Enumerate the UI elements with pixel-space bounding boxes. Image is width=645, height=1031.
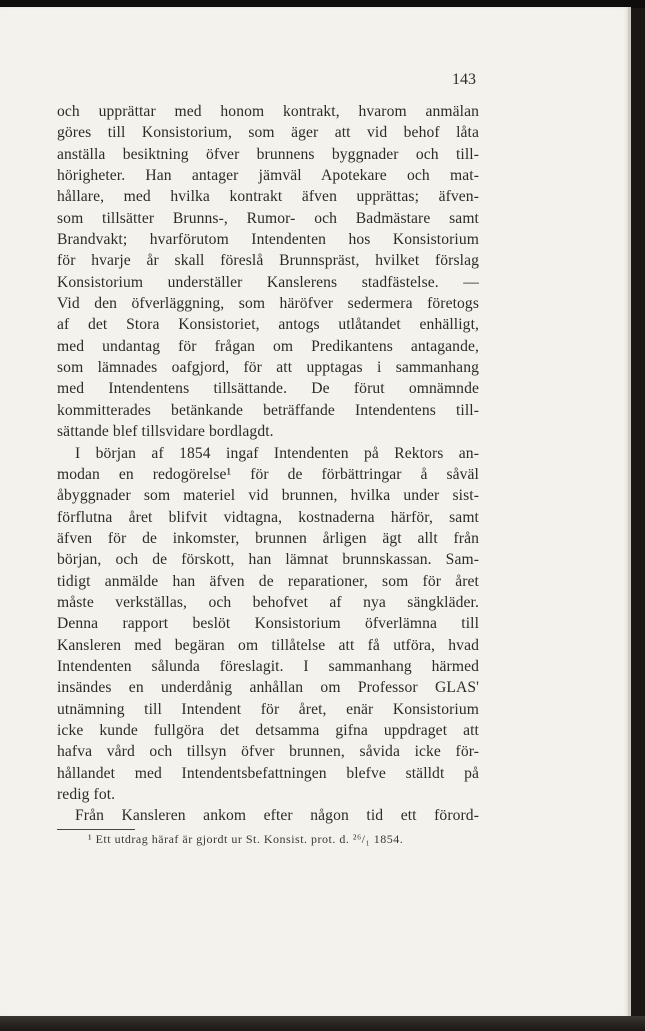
text-line: Intendenten sålunda föreslagit. I sammanhang härmed xyxy=(57,657,479,675)
text-line: kommitterades betänkande beträffande Intendentens till- xyxy=(57,401,479,419)
text-line: af det Stora Konsistoriet, antogs utlåtandet enhälligt, xyxy=(57,316,479,334)
text-line: Denna rapport beslöt Konsistorium öfverlämna till xyxy=(57,615,479,633)
text-line: Vid den öfverläggning, som häröfver sedermera företogs xyxy=(57,295,479,313)
text-line: I början af 1854 ingaf Intendenten på Rektors an- xyxy=(75,444,479,462)
footnote-divider xyxy=(57,829,135,830)
paragraph xyxy=(57,443,479,806)
text-line: med undantag för frågan om Predikantens antagande, xyxy=(57,337,479,355)
text-line: sättande blef tillsvidare bordlagdt. xyxy=(57,423,274,441)
footnote: ¹ Ett utdrag häraf är gjordt ur St. Konsist. prot. d. ²⁶/₁ 1854. xyxy=(88,832,404,846)
text-line: redig fot. xyxy=(57,786,116,803)
text-line: förflutna året blifvit vidtagna, kostnaderna härför, samt xyxy=(57,508,479,526)
text-line: tidigt anmälde han äfven de reparationer, som för året xyxy=(57,572,479,590)
scan-bottom-border xyxy=(0,1016,645,1031)
page-number: 143 xyxy=(452,71,476,88)
paragraph xyxy=(57,101,479,443)
text-line: Konsistorium underställer Kanslerens stadfästelse. — xyxy=(57,273,479,291)
text-line: utnämning till Intendent för året, enär Konsistorium xyxy=(57,700,479,718)
text-line: hörigheter. Han antager jämväl Apotekare och mat- xyxy=(57,167,479,185)
text-line: hafva vård och tillsyn öfver brunnen, såvida icke för- xyxy=(57,743,479,761)
text-line: icke kunde fullgöra det detsamma gifna uppdraget att xyxy=(57,721,479,739)
text-line: hållare, med hvilka kontrakt äfven upprättas; äfven- xyxy=(57,188,479,206)
text-line: Brandvakt; hvarförutom Intendenten hos Konsistorium xyxy=(57,231,479,249)
text-line: åbyggnader som materiel vid brunnen, hvilka under sist- xyxy=(57,487,479,505)
text-line: med Intendentens tillsättande. De förut omnämnde xyxy=(57,380,479,398)
text-line: som tillsätter Brunns-, Rumor- och Badmästare samt xyxy=(57,209,479,227)
text-line: Kansleren med begäran om tillåtelse att få utföra, hvad xyxy=(57,636,479,654)
text-line: för hvarje år skall föreslå Brunnspräst, hvilket förslag xyxy=(57,252,479,270)
text-line: och upprättar med honom kontrakt, hvarom anmälan xyxy=(57,103,479,120)
text-line: början, och de förskott, han lämnat brunnskassan. Sam- xyxy=(57,551,479,569)
text-line: måste verkställas, och behofvet af nya sängkläder. xyxy=(57,593,479,611)
text-line: modan en redogörelse¹ för de förbättringar å såväl xyxy=(57,465,479,483)
paragraph xyxy=(57,805,479,826)
text-line: äfven för de inkomster, brunnen årligen ägt allt från xyxy=(57,529,479,547)
text-line: Från Kansleren ankom efter någon tid ett förord- xyxy=(75,807,479,825)
page-edge xyxy=(628,7,631,1017)
text-line: som lämnades oafgjord, för att upptagas i sammanhang xyxy=(57,359,479,377)
text-line: hållandet med Intendentsbefattningen blefve ställdt på xyxy=(57,764,479,782)
body-text xyxy=(57,101,479,827)
text-line: insändes en underdånig anhållan om Professor GLAS' xyxy=(57,679,479,697)
text-line: göres till Konsistorium, som äger att vid behof låta xyxy=(57,124,479,142)
text-line: anställa besiktning öfver brunnens byggnader och till- xyxy=(57,145,479,163)
